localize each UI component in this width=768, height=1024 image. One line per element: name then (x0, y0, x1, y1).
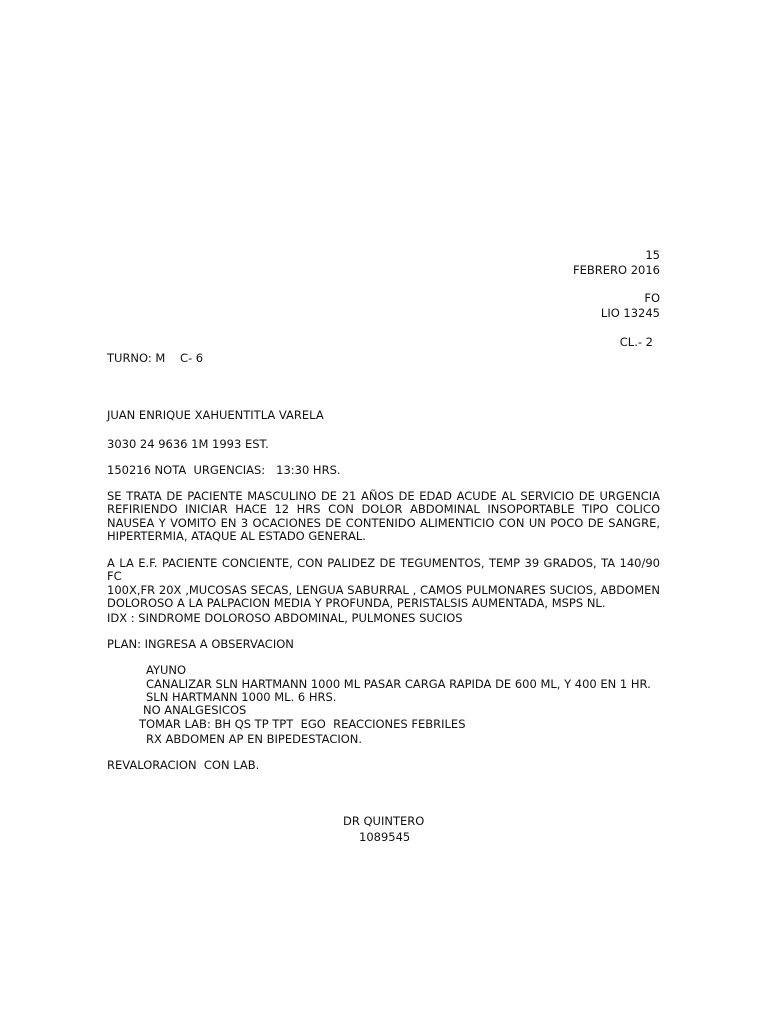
exam-line: 100X,FR 20X ,MUCOSAS SECAS, LENGUA SABURRAL , CAMOS PULMONARES SUCIOS, ABDOMEN (107, 582, 660, 597)
note-header: 150216 NOTA URGENCIAS: 13:30 HRS. (107, 463, 341, 477)
exam-line: A LA E.F. PACIENTE CONCIENTE, CON PALIDEZ DE TEGUMENTOS, TEMP 39 GRADOS, TA 140/90 FC (107, 556, 660, 584)
date-month-year: FEBRERO 2016 (573, 263, 660, 277)
exam-paragraph (107, 557, 660, 611)
history-line: SE TRATA DE PACIENTE MASCULINO DE 21 AÑOS DE EDAD ACUDE AL SERVICIO DE URGENCIA (107, 489, 660, 503)
folio-label: FO (644, 291, 660, 305)
history-paragraph (107, 490, 660, 544)
revaloracion-line: REVALORACION CON LAB. (107, 758, 260, 772)
patient-name: JUAN ENRIQUE XAHUENTITLA VARELA (107, 408, 324, 422)
patient-id-line: 3030 24 9636 1M 1993 EST. (107, 437, 269, 451)
doctor-license: 1089545 (359, 830, 411, 844)
history-line: NAUSEA Y VOMITO EN 3 OCACIONES DE CONTENIDO ALIMENTICIO CON UN POCO DE SANGRE, (107, 515, 660, 530)
diagnosis-line: IDX : SINDROME DOLOROSO ABDOMINAL, PULMONES SUCIOS (107, 611, 463, 625)
exam-line: DOLOROSO A LA PALPACION MEDIA Y PROFUNDA, PERISTALSIS AUMENTADA, MSPS NL. (107, 596, 606, 611)
history-line: HIPERTERMIA, ATAQUE AL ESTADO GENERAL. (107, 529, 366, 544)
cl-number: CL.- 2 (619, 335, 653, 349)
history-line: REFIRIENDO INICIAR HACE 12 HRS CON DOLOR ABDOMINAL INSOPORTABLE TIPO COLICO (107, 502, 660, 517)
plan-item: TOMAR LAB: BH QS TP TPT EGO REACCIONES FEBRILES (139, 717, 466, 731)
plan-item: CANALIZAR SLN HARTMANN 1000 ML PASAR CARGA RAPIDA DE 600 ML, Y 400 EN 1 HR. (146, 677, 651, 691)
plan-item: RX ABDOMEN AP EN BIPEDESTACION. (146, 732, 363, 746)
plan-item: AYUNO (146, 663, 187, 677)
doctor-name: DR QUINTERO (343, 814, 425, 828)
turno-line: TURNO: M C- 6 (107, 351, 204, 365)
plan-title: PLAN: INGRESA A OBSERVACION (107, 637, 294, 651)
plan-item: NO ANALGESICOS (143, 703, 247, 717)
plan-item: SLN HARTMANN 1000 ML. 6 HRS. (146, 690, 337, 704)
lio-number: LIO 13245 (600, 306, 660, 320)
date-day: 15 (645, 248, 660, 262)
